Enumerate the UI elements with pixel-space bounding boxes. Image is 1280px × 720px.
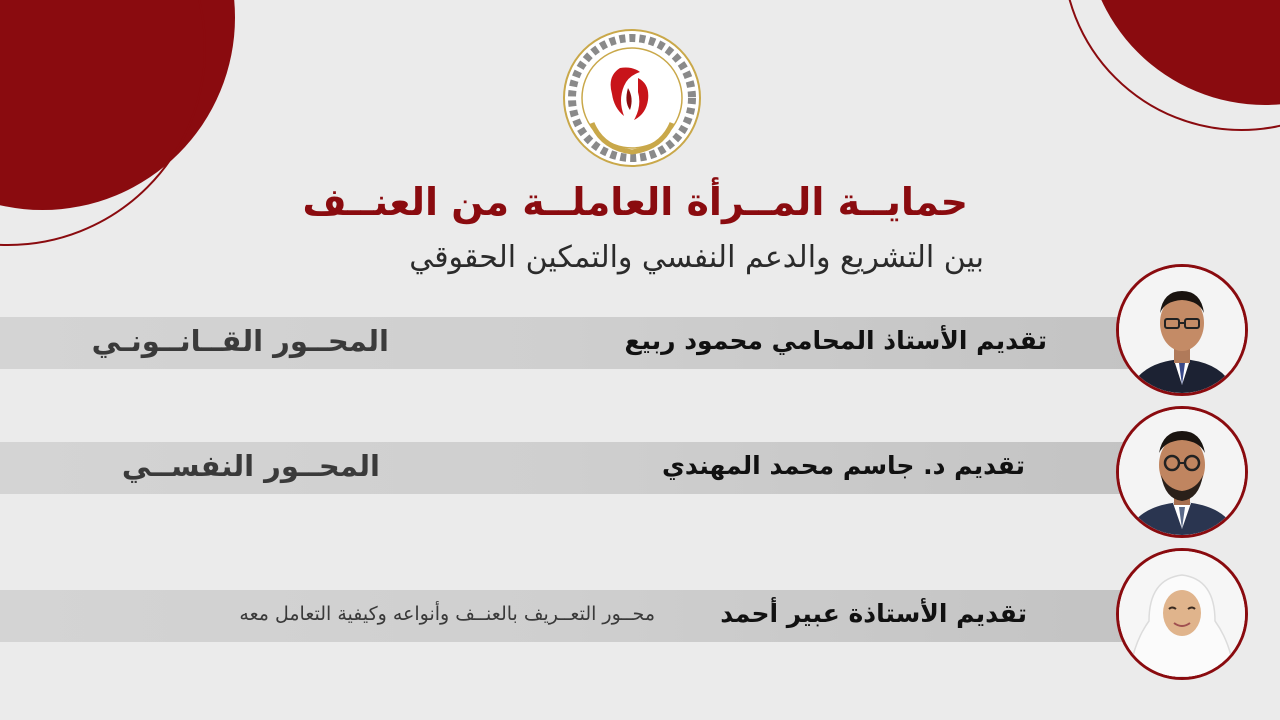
presenter-name: تقديم د. جاسم محمد المهندي	[661, 451, 1025, 480]
federation-logo	[562, 28, 702, 168]
speaker-band-1	[0, 317, 1135, 369]
page-subtitle: بين التشريع والدعم النفسي والتمكين الحقوقي	[409, 240, 984, 275]
presenter-name: تقديم الأستاذة عبير أحمد	[720, 599, 1027, 628]
presenter-name: تقديم الأستاذ المحامي محمود ربيع	[624, 326, 1047, 355]
axis-title: محــور التعــريف بالعنــف وأنواعه وكيفية التعامل معه	[239, 603, 655, 625]
speaker-band-2	[0, 442, 1135, 494]
decorative-ring-top-left	[0, 0, 206, 246]
axis-title: المحــور النفســي	[121, 449, 380, 483]
axis-title: المحــور القــانــونـي	[91, 324, 389, 358]
speaker-photo-3	[1116, 548, 1248, 680]
decorative-ring-top-right	[1062, 0, 1280, 131]
speaker-photo-2	[1116, 406, 1248, 538]
speaker-photo-1	[1116, 264, 1248, 396]
page-title: حمايــة المــرأة العاملــة من العنــف	[302, 180, 968, 224]
speaker-band-3	[0, 590, 1135, 642]
